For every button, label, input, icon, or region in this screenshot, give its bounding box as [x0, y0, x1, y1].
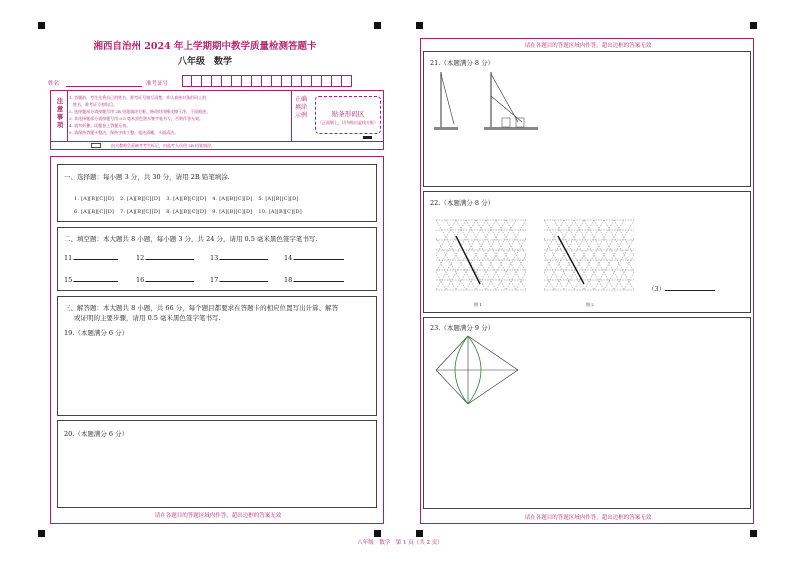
blank-12: 12. [136, 254, 194, 262]
fill-sample-mark [363, 136, 372, 139]
registration-mark [750, 22, 757, 29]
fill-example-label: 正确填涂示例 [294, 96, 307, 119]
registration-mark [374, 22, 381, 29]
page-title: 湘西自治州 2024 年上学期期中教学质量检测答题卡 [93, 41, 317, 52]
q21-section[interactable] [423, 51, 751, 187]
name-label: 姓名 [48, 81, 60, 87]
fig2-caption: 图 2 [586, 302, 594, 307]
q21-figure [424, 66, 554, 136]
exam-no-label: 准考证号 [146, 81, 169, 87]
q22-section[interactable] [423, 191, 751, 313]
notice-label: 注意事项 [56, 97, 64, 129]
q20-label: 20.（本题满分 6 分） [64, 430, 129, 438]
q22-label: 22.（本题满分 8 分） [430, 199, 495, 207]
answer-zone-right [420, 38, 754, 524]
triangle-grid-2 [544, 212, 634, 300]
triangle-grid-1 [436, 212, 526, 300]
q23-label: 23.（本题满分 9 分） [430, 324, 495, 332]
page-subtitle: 八年级 数学 [177, 57, 232, 67]
page-footer: 八年级 数学 第 1 页（共 2 页） [357, 540, 443, 546]
q21-label: 21.（本题满分 8 分） [430, 59, 495, 67]
blank-16: 16. [136, 276, 194, 284]
q19-section[interactable] [57, 296, 377, 416]
name-field[interactable] [66, 86, 142, 87]
blank-14: 14. [284, 254, 344, 262]
q23-section[interactable] [423, 317, 751, 509]
exam-no-boxes[interactable] [182, 75, 352, 87]
choice-row[interactable]: 1. [A][B][C][D] 2. [A][B][C][D] 3. [A][B][C][D] 4. [A][B][C][D] 5. [A][B][C][D] [74, 196, 299, 202]
notice-box [50, 90, 384, 150]
registration-mark [416, 22, 423, 29]
choice-row[interactable]: 6. [A][B][C][D] 7. [A][B][C][D] 8. [A][B][C][D] 9. [A][B][C][D] 10. [A][B][C][D] [74, 209, 302, 215]
registration-mark [750, 530, 757, 537]
zone-note-top: 请在各题目的答题区域内作答，超出边框的答案无效 [524, 43, 652, 49]
zone-note-bottom: 请在各题目的答题区域内作答，超出边框的答案无效 [524, 515, 652, 521]
q23-figure [430, 332, 526, 412]
blank-13: 13. [210, 254, 268, 262]
fill-blank-section [57, 227, 377, 291]
fig1-caption: 图 1 [474, 302, 482, 307]
choice-section [57, 164, 377, 222]
registration-mark [38, 530, 45, 537]
fill-blank-title: 二、填空题：本大题共 8 小题，每小题 3 分，共 24 分，请用 0.5 毫米黑色签字笔书写. [64, 235, 318, 243]
blank-18: 18. [284, 276, 344, 284]
solve-title: 三、解答题：本大题共 8 小题，共 66 分，每个题目都要求在答题卡的相应位置写出计算、解答 或证明的主要步骤，请用 0.5 毫米黑色签字笔书写. [64, 304, 339, 322]
missing-checkbox[interactable] [91, 143, 101, 148]
blank-17: 17. [210, 276, 268, 284]
barcode-area: 贴条形码区 （正面朝上，切勿贴出虚线方框） [315, 96, 381, 134]
choice-title: 一、选择题：每小题 3 分，共 30 分，请用 2B 铅笔填涂. [64, 173, 230, 181]
blank-15: 15. [64, 276, 118, 284]
registration-mark [374, 530, 381, 537]
q22-part3: （3） [648, 284, 715, 293]
notice-items: 1. 答题前，考生先将自己的姓名、准考证号填写清楚，并认真核对条形码上的 姓名、准考证号和科目。 2. 选择题部分请按题号用 2B 铅笔填涂方框，修改时用橡皮擦干净，不留痕迹。 3. 非选择题部分请按题号用 0.5 毫米黑色墨水签字笔书写，否则作答无效。 4. 请勿折叠、试题卷上答题无效。 5. 请保持答题卡整洁，保持字体工整、笔迹清晰，卡面清洁。 [69, 95, 211, 135]
blank-11: 11. [64, 254, 118, 262]
answer-zone-left [50, 156, 384, 524]
q20-section[interactable] [57, 420, 377, 508]
missing-note: 由大教师负责缺考考生标记，由监考人员用 2B 铅笔填涂。 [111, 143, 216, 148]
q19-label: 19.（本题满分 6 分） [64, 329, 129, 337]
registration-mark [416, 530, 423, 537]
zone-note-bottom: 请在各题目的答题区域内作答，超出边框的答案无效 [154, 513, 282, 519]
registration-mark [38, 22, 45, 29]
